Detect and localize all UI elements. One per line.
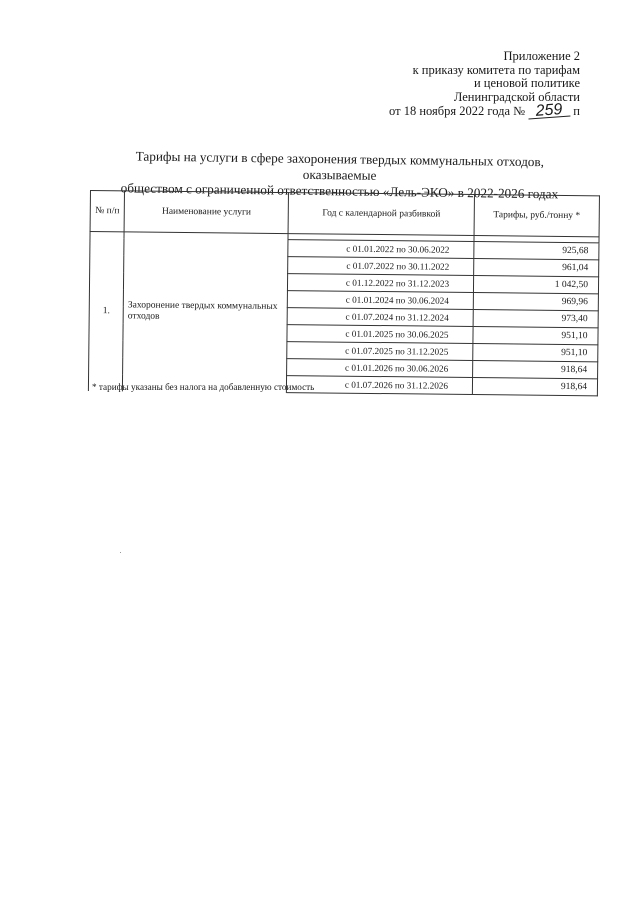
header-number: № п/п bbox=[90, 191, 125, 232]
tariff-cell: 918,64 bbox=[473, 361, 598, 379]
period-cell: с 01.07.2024 по 31.12.2024 bbox=[287, 308, 473, 327]
tariff-cell: 951,10 bbox=[473, 327, 598, 345]
row-number-cell: 1. bbox=[88, 232, 124, 391]
header-tariff: Тарифы, руб./тонну * bbox=[474, 195, 599, 237]
committee-line: и ценовой политике bbox=[473, 76, 580, 90]
appendix-label: Приложение 2 bbox=[503, 49, 580, 63]
period-cell: с 01.01.2025 по 30.06.2025 bbox=[287, 325, 473, 344]
order-reference-line: к приказу комитета по тарифам bbox=[412, 62, 580, 77]
scan-speck bbox=[120, 552, 121, 553]
tariff-cell: 973,40 bbox=[473, 310, 598, 328]
tariff-table bbox=[88, 190, 600, 396]
order-date-line bbox=[380, 101, 580, 120]
period-cell: с 01.07.2022 по 30.11.2022 bbox=[288, 257, 474, 276]
tariff-cell: 969,96 bbox=[473, 293, 598, 311]
tariff-cell: 918,64 bbox=[472, 378, 597, 396]
order-suffix: п bbox=[573, 104, 580, 118]
service-name-cell: Захоронение твердых коммунальных отходов bbox=[123, 232, 289, 393]
period-cell: с 01.07.2025 по 31.12.2025 bbox=[287, 342, 473, 361]
order-date: от 18 ноября 2022 года № bbox=[389, 104, 526, 118]
order-number-handwritten: 259 bbox=[528, 103, 571, 120]
tariff-cell: 925,68 bbox=[474, 242, 599, 260]
period-cell: с 01.12.2022 по 31.12.2023 bbox=[288, 274, 474, 293]
header-period: Год с календарной разбивкой bbox=[288, 193, 474, 236]
table-header-row bbox=[90, 191, 599, 237]
tariff-table-wrapper bbox=[88, 190, 600, 396]
tariff-cell: 1 042,50 bbox=[473, 276, 598, 294]
tariff-cell: 961,04 bbox=[474, 259, 599, 277]
document-header bbox=[380, 50, 580, 119]
period-cell: с 01.01.2024 по 30.06.2024 bbox=[288, 291, 474, 310]
tariff-cell: 951,10 bbox=[473, 344, 598, 362]
footnote: * тарифы указаны без налога на добавленную стоимость bbox=[92, 382, 315, 392]
region-line: Ленинградской области bbox=[453, 89, 580, 104]
header-service: Наименование услуги bbox=[124, 191, 289, 234]
period-cell: с 01.01.2022 по 30.06.2022 bbox=[288, 240, 474, 259]
title-line-1: Тарифы на услуги в сфере захоронения твердых коммунальных отходов, оказываемые bbox=[135, 148, 545, 183]
period-cell: с 01.01.2026 по 30.06.2026 bbox=[287, 359, 473, 378]
title-line-2: обществом с ограниченной ответственностью «Лель-ЭКО» в 2022-2026 годах bbox=[120, 180, 559, 202]
period-cell: с 01.07.2026 по 31.12.2026 bbox=[287, 376, 473, 395]
table-body bbox=[88, 232, 599, 396]
